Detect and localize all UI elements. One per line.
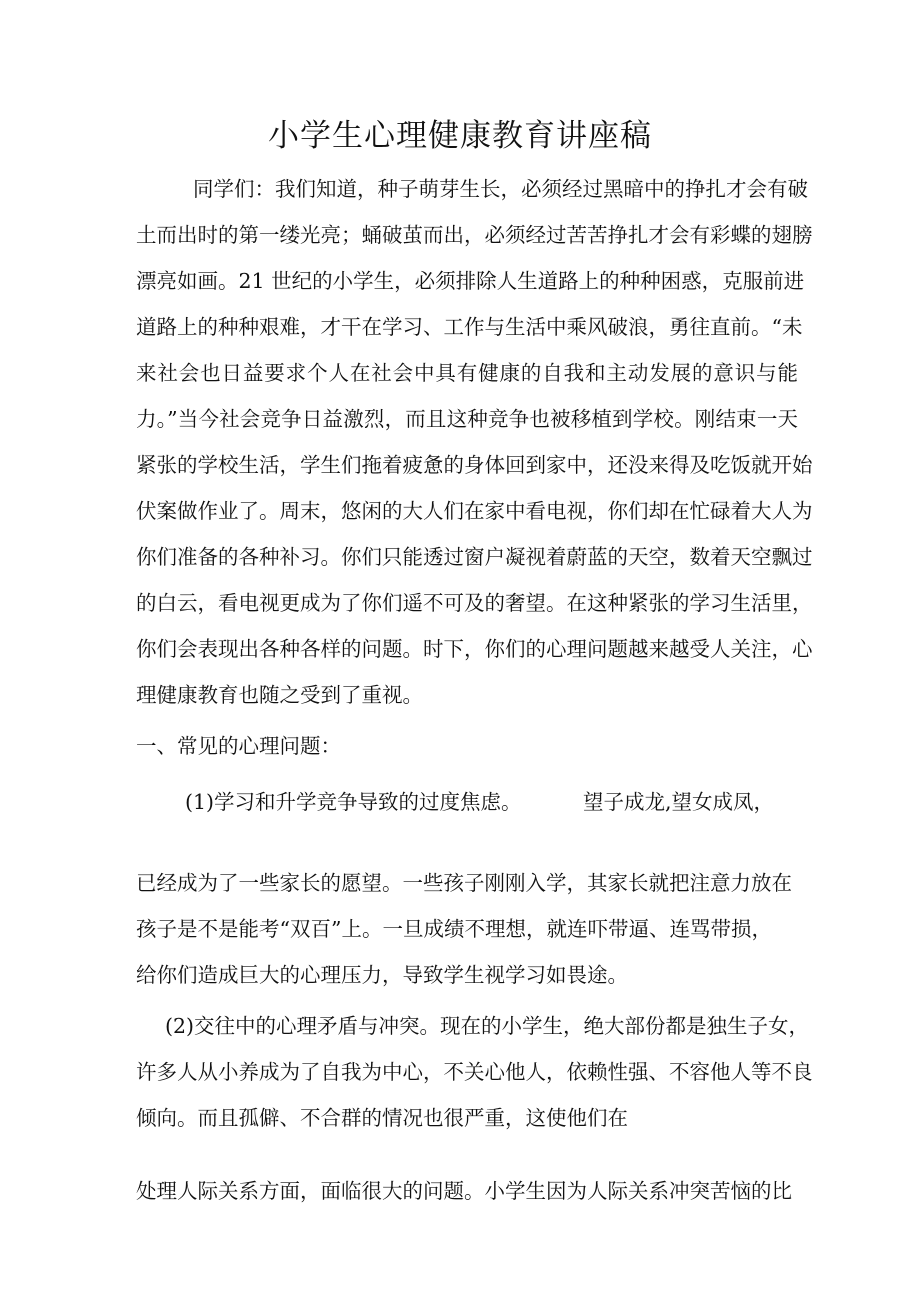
section-heading: 一、常见的心理问题： xyxy=(136,734,341,758)
paragraph-line: 处理人际关系方面，面临很大的问题。小学生因为人际关系冲突苦恼的比 xyxy=(136,1179,792,1203)
paragraph-line: 许多人从小养成为了自我为中心，不关心他人，依赖性强、不容他人等不良 xyxy=(136,1060,813,1084)
item-1-tail: 望子成龙,望女成凤， xyxy=(583,790,775,814)
paragraph-line: 的白云，看电视更成为了你们遥不可及的奢望。在这种紧张的学习生活里， xyxy=(136,591,813,615)
paragraph-line: 已经成为了一些家长的愿望。一些孩子刚刚入学，其家长就把注意力放在 xyxy=(136,871,792,895)
paragraph-line: 道路上的种种艰难，才干在学习、工作与生活中乘风破浪，勇往直前。“未 xyxy=(136,315,803,339)
paragraph-line: 力。”当今社会竞争日益激烈，而且这种竞争也被移植到学校。刚结束一天 xyxy=(136,407,798,431)
document-title: 小学生心理健康教育讲座稿 xyxy=(268,118,652,154)
paragraph-line: 你们会表现出各种各样的问题。时下，你们的心理问题越来越受人关注，心 xyxy=(136,637,813,661)
item-1-lead: (1)学习和升学竞争导致的过度焦虑。 xyxy=(185,790,522,814)
paragraph-line: 来社会也日益要求个人在社会中具有健康的自我和主动发展的意识与能 xyxy=(136,361,798,385)
paragraph-line: 给你们造成巨大的心理压力，导致学生视学习如畏途。 xyxy=(136,963,628,987)
paragraph-line: 倾向。而且孤僻、不合群的情况也很严重，这使他们在 xyxy=(136,1106,628,1130)
item-2-lead: (2)交往中的心理矛盾与冲突。现在的小学生，绝大部份都是独生子女， xyxy=(165,1014,810,1038)
paragraph-line: 同学们：我们知道，种子萌芽生长，必须经过黑暗中的挣扎才会有破 xyxy=(193,177,808,201)
paragraph-line: 你们准备的各种补习。你们只能透过窗户凝视着蔚蓝的天空，数着天空飘过 xyxy=(136,545,813,569)
paragraph-line: 孩子是不是能考“双百”上。一旦成绩不理想，就连吓带逼、连骂带损， xyxy=(136,917,772,941)
paragraph-line: 紧张的学校生活，学生们拖着疲惫的身体回到家中，还没来得及吃饭就开始 xyxy=(136,453,813,477)
paragraph-line: 漂亮如画。21 世纪的小学生，必须排除人生道路上的种种困惑，克服前进 xyxy=(136,269,805,293)
paragraph-line: 伏案做作业了。周末，悠闲的大人们在家中看电视，你们却在忙碌着大人为 xyxy=(136,499,813,523)
paragraph-line: 土而出时的第一缕光亮；蛹破茧而出，必须经过苦苦挣扎才会有彩蝶的翅膀 xyxy=(136,223,813,247)
paragraph-line: 理健康教育也随之受到了重视。 xyxy=(136,683,423,707)
